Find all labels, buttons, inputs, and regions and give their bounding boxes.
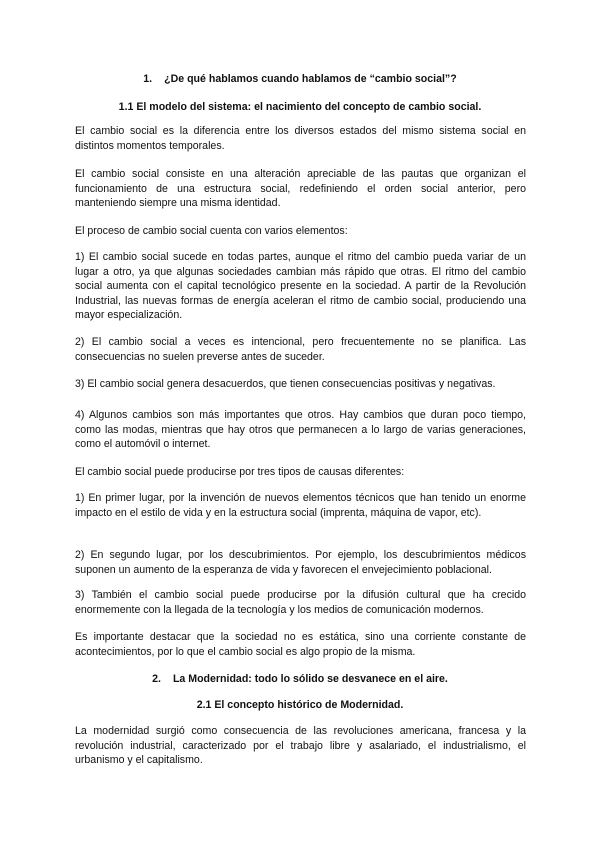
heading-1-1-text: 1.1 El modelo del sistema: el nacimiento del concepto de cambio social.: [118, 101, 482, 113]
paragraph-3: El proceso de cambio social cuenta con varios elementos:: [75, 225, 348, 237]
heading-2: [70, 672, 530, 686]
heading-2-1: [70, 698, 530, 712]
paragraph-5: 2) El cambio social a veces es intencional, pero frecuentemente no se planifica. Las consecuencias no suelen preverse antes de suceder.: [75, 336, 526, 363]
paragraph-12: Es importante destacar que la sociedad no es estática, sino una corriente constante de acontecimientos, por lo que el cambio social es algo propio de la misma.: [75, 631, 526, 658]
paragraph-2: El cambio social consiste en una alteración apreciable de las pautas que organizan el funcionamiento de una estructura social, redefiniendo el orden social anterior, pero manteniendo siempre una misma identidad.: [75, 168, 526, 209]
paragraph-13: La modernidad surgió como consecuencia de las revoluciones americana, francesa y la revolución industrial, caracterizado por el trabajo libre y asalariado, el industrialismo, el urbanismo y el capitalismo.: [75, 725, 526, 766]
paragraph-10: 2) En segundo lugar, por los descubrimientos. Por ejemplo, los descubrimientos médicos suponen un aumento de la esperanza de vida y favorecen el envejecimiento poblacional.: [75, 549, 526, 576]
paragraph-9: 1) En primer lugar, por la invención de nuevos elementos técnicos que han tenido un enorme impacto en el estilo de vida y en la estructura social (imprenta, máquina de vapor, etc).: [75, 492, 526, 519]
heading-2-text: La Modernidad: todo lo sólido se desvanece en el aire.: [172, 673, 448, 685]
paragraph-8: El cambio social puede producirse por tres tipos de causas diferentes:: [75, 466, 405, 478]
paragraph-4: 1) El cambio social sucede en todas partes, aunque el ritmo del cambio pueda variar de un lugar a otro, ya que algunas sociedades cambian más rápido que otras. El ritmo del cambio social aumenta con el capital tecnológico presente en la sociedad. A partir de la Revolución Industrial, las nuevas formas de energía aceleran el ritmo de cambio social, produciendo una mayor especialización.: [75, 251, 526, 321]
paragraph-6: 3) El cambio social genera desacuerdos, que tienen consecuencias positivas y negativas.: [75, 378, 496, 390]
heading-2-1-text: 2.1 El concepto histórico de Modernidad.: [196, 699, 404, 711]
heading-1-number: 1.: [143, 73, 153, 85]
paragraph-11: 3) También el cambio social puede producirse por la difusión cultural que ha crecido enormemente con la llegada de la tecnología y los medios de comunicación modernos.: [75, 589, 526, 616]
paragraph-7: 4) Algunos cambios son más importantes que otros. Hay cambios que duran poco tiempo, como las modas, mientras que hay otros que permanecen a lo largo de varias generaciones, como el automóvil o internet.: [75, 409, 526, 450]
heading-1-1: [70, 100, 530, 114]
heading-1-text: ¿De qué hablamos cuando hablamos de “cambio social”?: [164, 73, 457, 85]
paragraph-1: El cambio social es la diferencia entre los diversos estados del mismo sistema social en distintos momentos temporales.: [75, 125, 526, 152]
heading-1: [70, 72, 530, 86]
heading-2-number: 2.: [152, 673, 161, 685]
